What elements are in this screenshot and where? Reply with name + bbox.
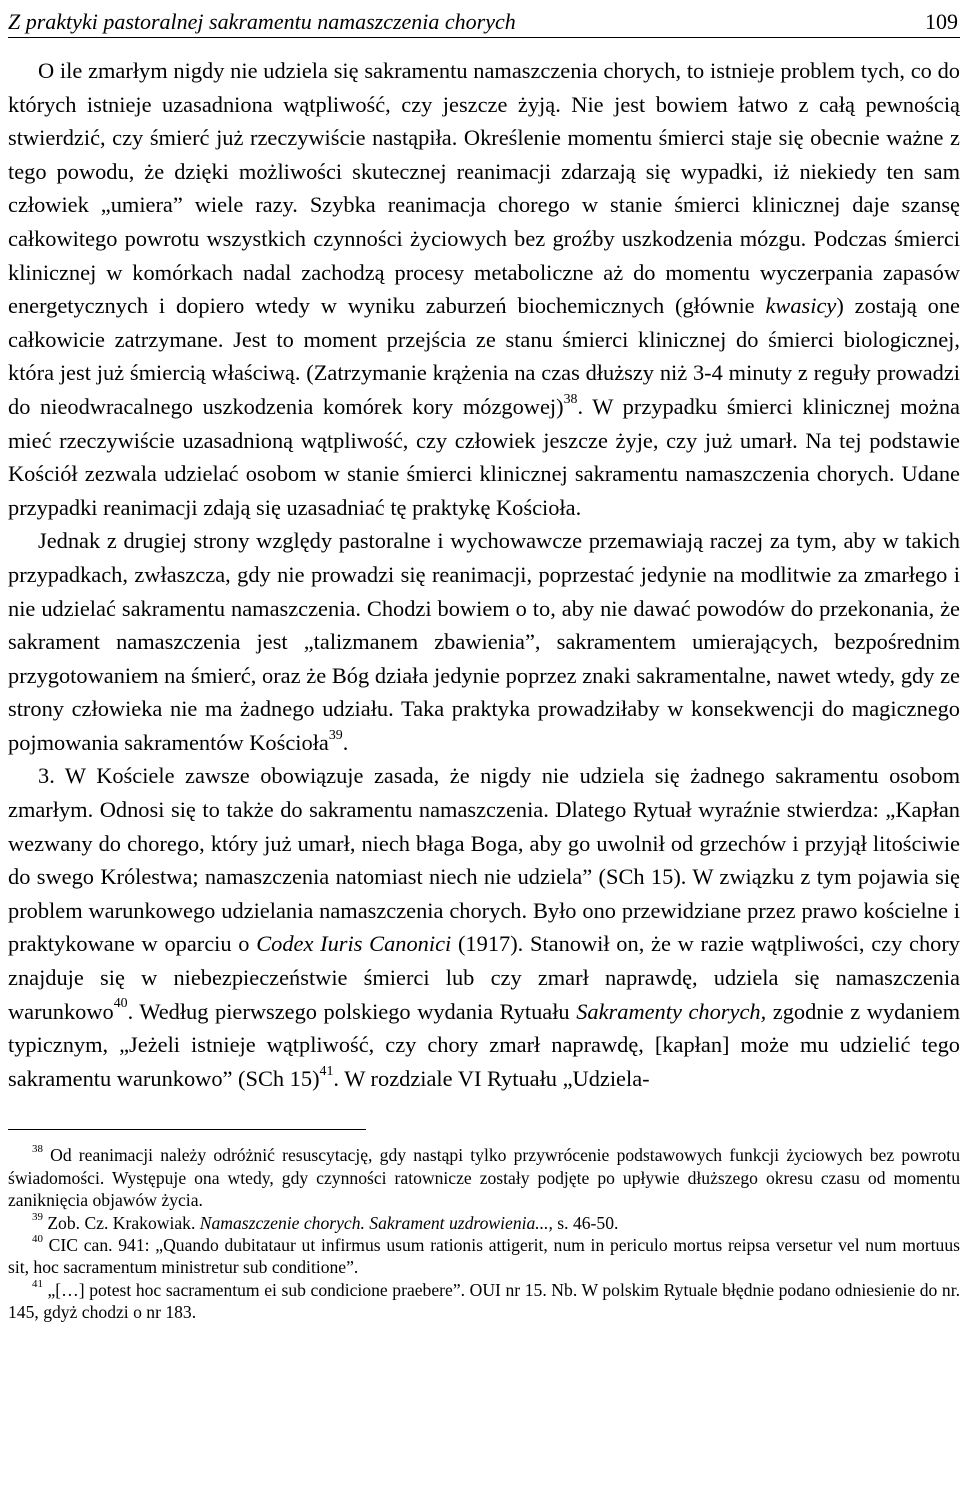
footnote-italic: Namaszczenie chorych. Sakrament uzdrowienia..., [199, 1212, 553, 1233]
footnote-number: 41 [32, 1277, 43, 1290]
footnote-divider [8, 1129, 366, 1130]
footnote-41 [8, 1279, 960, 1324]
footnote-text: Od reanimacji należy odróżnić resuscytację, gdy nastąpi tylko przywrócenie podstawowych funkcji życiowych bez powrotu świadomości. Występuje ona wtedy, gdy czynności ratownicze zostały podjęte po upływie dłuższego okresu czasu od momentu zaniknięcia objawów życia. [8, 1145, 960, 1211]
paragraph-3-text-e: . W rozdziale VI Rytuału „Udziela- [333, 1065, 650, 1091]
paragraph-1-text-b: ) zostają one całkowicie zatrzymane. Jest to moment przejścia ze stanu śmierci klinicznej do śmierci biologicznej, która jest już śmiercią właściwą. (Zatrzymanie krążenia na czas dłuższy niż 3-4 minuty z reguły prowadzi do nieodwracalnego uszkodzenia komórek kory mózgowej) [8, 293, 960, 419]
footnote-text-b: s. 46-50. [552, 1212, 619, 1233]
page-number: 109 [925, 9, 958, 34]
footnote-38 [8, 1144, 960, 1211]
page-header [8, 0, 960, 38]
footnote-text-a: Zob. Cz. Krakowiak. [47, 1212, 200, 1233]
footnote-text: CIC can. 941: „Quando dubitataur ut infirmus usum rationis attigerit, num in periculo mortus reipsa versetur vel num mortuus sit, hoc sacramentum ministretur sub conditione”. [8, 1235, 960, 1278]
footnote-ref-39: 39 [328, 727, 343, 743]
document-page [8, 0, 960, 1324]
paragraph-1-italic: kwasicy [765, 293, 837, 319]
paragraph-1-text-c: . W przypadku śmierci klinicznej można mieć rzeczywiście uzasadnioną wątpliwość, czy człowiek jeszcze żyje, czy już umarł. Na tej podstawie Kościół zezwala udzielać osobom w stanie śmierci klinicznej sakramentu namaszczenia chorych. Udane przypadki reanimacji zdają się uzasadniać tę praktykę Kościoła. [8, 393, 960, 520]
paragraph-2-text-b: . [342, 729, 349, 755]
footnote-text: „[…] potest hoc sacramentum ei sub condicione praebere”. OUI nr 15. Nb. W polskim Rytuale błędnie podano odniesienie do nr. 145, gdyż chodzi o nr 183. [8, 1279, 960, 1323]
paragraph-3-text-a: 3. W Kościele zawsze obowiązuje zasada, że nigdy nie udziela się żadnego sakramentu osobom zmarłym. Odnosi się to także do sakramentu namaszczenia. Dlatego Rytuał wyraźnie stwierdza: „Kapłan wezwany do chorego, który już umarł, niech błaga Boga, aby go uwolnił od grzechów i przyjął litościwie do swego Królestwa; namaszczenia natomiast niech nie udziela” (SCh 15). W związku z tym pojawia się problem warunkowego udzielania namaszczenia chorych. Było ono przewidziane przez prawo kościelne i praktykowane w oparciu o [8, 763, 960, 957]
footnotes [8, 1144, 960, 1323]
paragraph-1 [8, 54, 960, 524]
footnote-ref-41: 41 [319, 1063, 334, 1079]
footnote-39 [8, 1212, 960, 1234]
paragraph-3-italic-1: Codex Iuris Canonici [256, 931, 452, 957]
paragraph-3 [8, 759, 960, 1095]
footnote-40 [8, 1234, 960, 1279]
footnote-number: 40 [32, 1233, 43, 1245]
paragraph-3-text-b: (1917). Stanowił on, że w razie wątpliwości, czy chory znajduje się w niebezpieczeństwie śmierci lub czy zmarł naprawdę, udziela się namaszczenia warunkowo [8, 931, 960, 1024]
main-text [8, 54, 960, 1095]
paragraph-3-text-d: zgodnie z wydaniem typicznym, „Jeżeli istnieje wątpliwość, czy chory zmarł naprawdę, [kapłan] może mu udzielić tego sakramentu warunkowo” (SCh 15) [8, 998, 960, 1091]
paragraph-2 [8, 524, 960, 759]
paragraph-1-text-a: O ile zmarłym nigdy nie udziela się sakramentu namaszczenia chorych, to istnieje problem tych, co do których istnieje uzasadniona wątpliwość, czy jeszcze żyją. Nie jest bowiem łatwo z całą pewnością stwierdzić, czy śmierć już rzeczywiście nastąpiła. Określenie momentu śmierci staje się obecnie ważne z tego powodu, że dzięki możliwości skutecznej reanimacji zdarzają się wypadki, iż niekiedy ten sam człowiek „umiera” wiele razy. Szybka reanimacja chorego w stanie śmierci klinicznej daje szansę całkowitego powrotu wszystkich czynności życiowych bez groźby uszkodzenia mózgu. Podczas śmierci klinicznej w komórkach nadal zachodzą procesy metaboliczne aż do momentu wyczerpania zapasów energetycznych i dopiero wtedy w wyniku zaburzeń biochemicznych (głównie [8, 58, 960, 319]
paragraph-3-italic-2: Sakramenty chorych, [576, 998, 767, 1024]
running-title: Z praktyki pastoralnej sakramentu namaszczenia chorych [8, 9, 516, 34]
footnote-number: 38 [32, 1143, 43, 1156]
footnote-number: 39 [32, 1210, 43, 1223]
footnote-ref-38: 38 [563, 391, 578, 407]
paragraph-3-text-c: . Według pierwszego polskiego wydania Rytuału [127, 998, 577, 1024]
paragraph-2-text-a: Jednak z drugiej strony względy pastoralne i wychowawcze przemawiają raczej za tym, aby w takich przypadkach, zwłaszcza, gdy nie prowadzi się reanimacji, poprzestać jedynie na modlitwie za zmarłego i nie udzielać sakramentu namaszczenia. Chodzi bowiem o to, aby nie dawać powodów do przekonania, że sakrament namaszczenia jest „talizmanem zbawienia”, sakramentem umierających, bezpośrednim przygotowaniem na śmierć, oraz że Bóg działa jedynie poprzez znaki sakramentalne, nawet wtedy, gdy ze strony człowieka nie ma żadnego udziału. Taka praktyka prowadziłaby w konsekwencji do magicznego pojmowania sakramentów Kościoła [8, 528, 960, 755]
footnote-ref-40: 40 [113, 996, 128, 1012]
